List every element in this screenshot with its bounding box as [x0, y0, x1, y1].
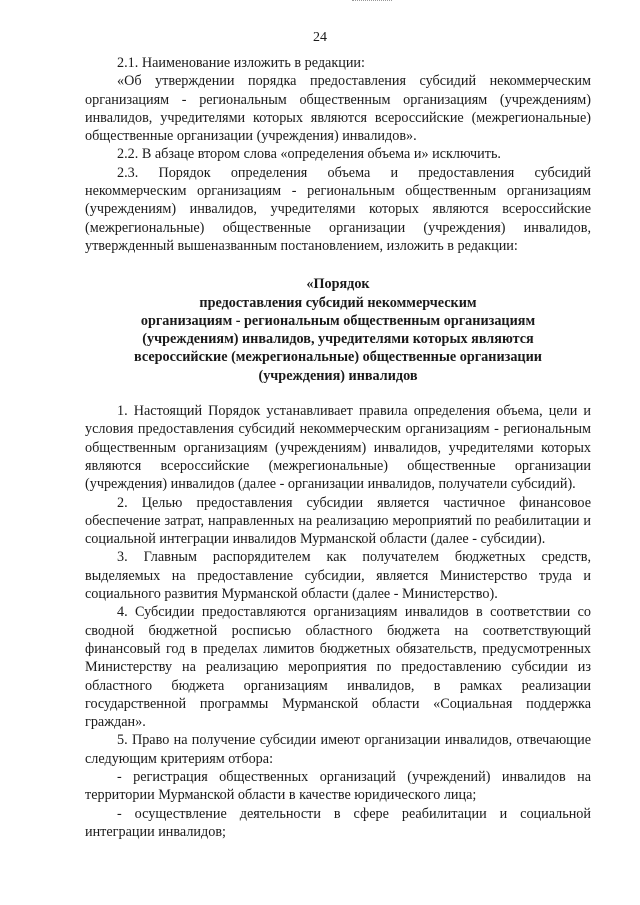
clause-2: 2. Целью предоставления субсидии является частичное финансовое обеспечение затрат, направленных на реализацию мероприятий по реабилитации и социальной интеграции инвалидов Мурманской области (далее - субсидии). — [85, 494, 591, 548]
paragraph-2-1: 2.1. Наименование изложить в редакции: — [117, 55, 365, 71]
title-line-6: (учреждения) инвалидов — [258, 367, 418, 384]
title-line-5: всероссийские (межрегиональные) общественные организации — [134, 349, 542, 366]
criterion-registration: - регистрация общественных организаций (учреждений) инвалидов на территории Мурманской области в качестве юридического лица; — [85, 768, 591, 804]
title-line-4: (учреждениям) инвалидов, учредителями которых являются — [142, 331, 534, 348]
procedure-title — [85, 275, 591, 385]
title-line-2: предоставления субсидий некоммерческим — [199, 294, 477, 311]
title-line-1: «Порядок — [306, 276, 370, 293]
criterion-activity: - осуществление деятельности в сфере реабилитации и социальной интеграции инвалидов; — [85, 805, 591, 840]
clause-1: 1. Настоящий Порядок устанавливает правила определения объема, цели и условия предоставления субсидий некоммерческим организациям - региональным общественным организациям (учреждениям) инвалидов, учредителями которых являются всероссийские (межрегиональные) общественные организации (учреждения) инвалидов (далее - организации инвалидов, получатели субсидий). — [85, 403, 591, 493]
spacer — [85, 385, 591, 402]
paragraph-2-1-text: «Об утверждении порядка предоставления субсидий некоммерческим организациям - региональным общественным организациям (учреждениям) инвалидов, учредителями которых являются всероссийские (межрегиональные) общественные организации (учреждения) инвалидов». — [85, 73, 591, 145]
scan-artifact — [352, 0, 392, 4]
title-line-3: организациям - региональным общественным организациям — [140, 312, 536, 329]
paragraph-2-2: 2.2. В абзаце втором слова «определения объема и» исключить. — [117, 146, 501, 163]
clause-3: 3. Главным распорядителем как получателем бюджетных средств, выделяемых на предоставление субсидии, является Министерство труда и социального развития Мурманской области (далее - Министерство). — [85, 549, 591, 603]
document-body — [85, 54, 591, 841]
clause-5: 5. Право на получение субсидии имеют организации инвалидов, отвечающие следующим критериям отбора: — [85, 732, 591, 767]
page-number: 24 — [313, 30, 327, 45]
paragraph-2-3: 2.3. Порядок определения объема и предоставления субсидий некоммерческим организациям - региональным общественным организациям (учреждениям) инвалидов, учредителями которых являются всероссийские (межрегиональные) общественные организации (учреждения) инвалидов, утвержденный вышеназванным постановлением, изложить в редакции: — [85, 164, 591, 254]
clause-4: 4. Субсидии предоставляются организациям инвалидов в соответствии со сводной бюджетной росписью областного бюджета на соответствующий финансовый год в пределах лимитов бюджетных обязательств, предусмотренных Министерству на реализацию мероприятия по предоставлению субсидии из областного бюджета организациям инвалидов, в рамках реализации государственной программы Мурманской области «Социальная поддержка граждан». — [85, 604, 591, 731]
